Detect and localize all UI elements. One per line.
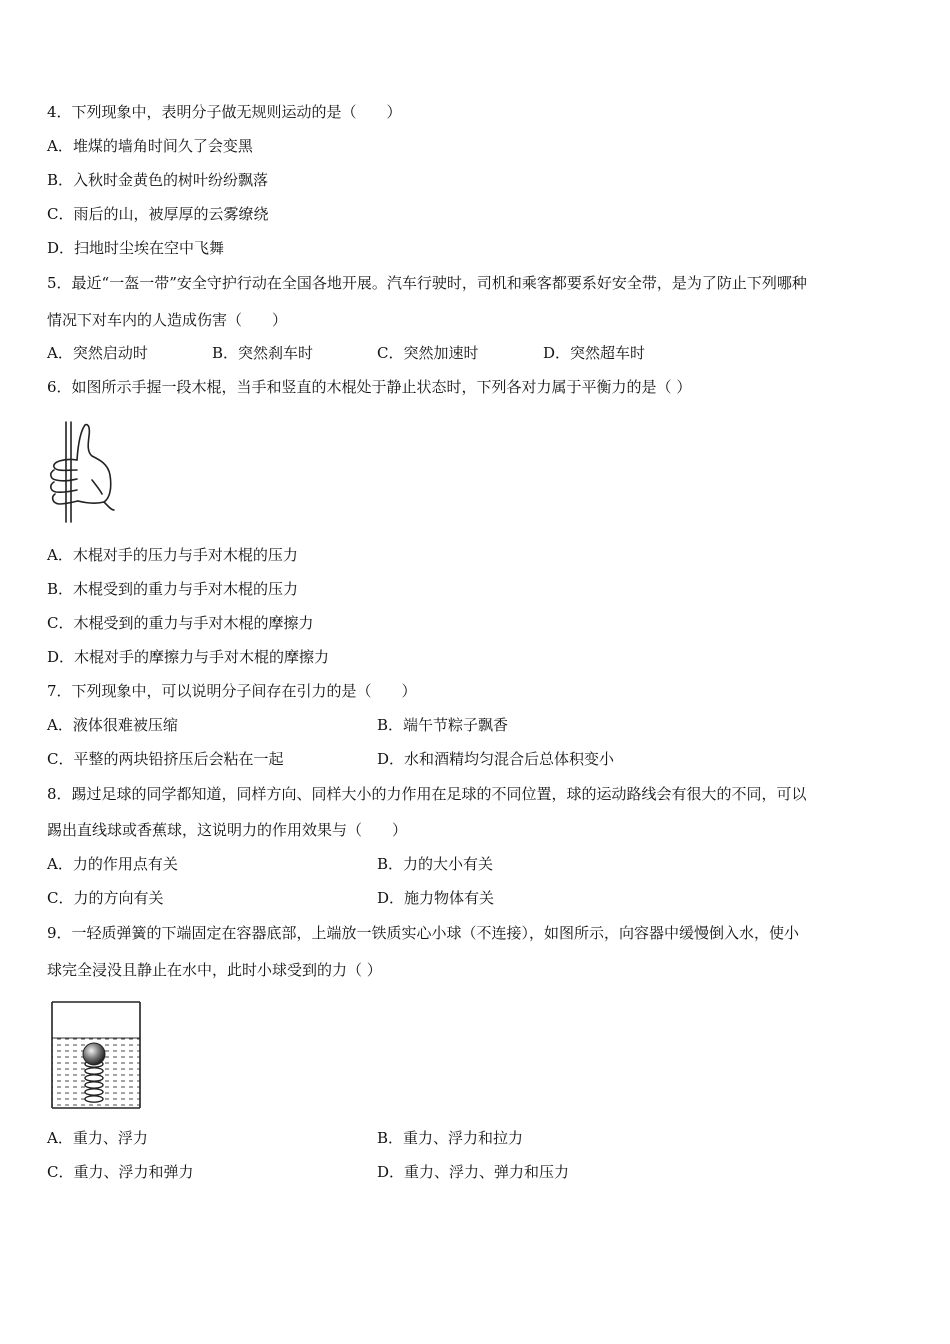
q7-option-d: D．水和酒精均匀混合后总体积变小 [377, 750, 615, 768]
q8-option-d: D．施力物体有关 [377, 889, 495, 907]
q8-stem-line1: 8．踢过足球的同学都知道，同样方向、同样大小的力作用在足球的不同位置，球的运动路线会有很大的不同，可以 [47, 785, 807, 803]
q5-stem-line2: 情况下对车内的人造成伤害（ ） [47, 311, 288, 329]
q5-option-d: D．突然超车时 [543, 344, 646, 362]
q8-option-a: A．力的作用点有关 [47, 855, 178, 873]
q7-option-a: A．液体很难被压缩 [47, 716, 178, 734]
q5-option-a: A．突然启动时 [47, 344, 148, 362]
q6-option-a: A．木棍对手的压力与手对木棍的压力 [47, 546, 298, 564]
q7-option-b: B．端午节粽子飘香 [377, 716, 509, 734]
q8-option-b: B．力的大小有关 [377, 855, 494, 873]
q9-option-b: B．重力、浮力和拉力 [377, 1129, 524, 1147]
q4-stem: 4．下列现象中，表明分子做无规则运动的是（ ） [47, 103, 402, 121]
q5-stem-line1: 5．最近“一盔一带”安全守护行动在全国各地开展。汽车行驶时，司机和乘客都要系好安全带，是为了防止下列哪种 [47, 274, 807, 292]
q6-option-c: C．木棍受到的重力与手对木棍的摩擦力 [47, 614, 314, 632]
q6-option-b: B．木棍受到的重力与手对木棍的压力 [47, 580, 299, 598]
q7-stem: 7．下列现象中，可以说明分子间存在引力的是（ ） [47, 682, 417, 700]
q8-stem-line2: 踢出直线球或香蕉球，这说明力的作用效果与（ ） [47, 821, 408, 839]
q9-option-d: D．重力、浮力、弹力和压力 [377, 1163, 570, 1181]
q6-stem: 6．如图所示手握一段木棍，当手和竖直的木棍处于静止状态时，下列各对力属于平衡力的是（ ） [47, 378, 692, 396]
q9-stem-line2: 球完全浸没且静止在水中，此时小球受到的力（ ） [47, 961, 382, 979]
q5-option-b: B．突然刹车时 [212, 344, 314, 362]
q7-option-c: C．平整的两块铅挤压后会粘在一起 [47, 750, 284, 768]
q5-option-c: C．突然加速时 [377, 344, 479, 362]
q4-option-d: D．扫地时尘埃在空中飞舞 [47, 239, 225, 257]
q4-option-b: B．入秋时金黄色的树叶纷纷飘落 [47, 171, 269, 189]
q6-option-d: D．木棍对手的摩擦力与手对木棍的摩擦力 [47, 648, 330, 666]
q9-option-c: C．重力、浮力和弹力 [47, 1163, 194, 1181]
q4-option-c: C．雨后的山，被厚厚的云雾缭绕 [47, 205, 269, 223]
q9-option-a: A．重力、浮力 [47, 1129, 148, 1147]
container-spring-ball-figure [48, 1000, 146, 1112]
q8-option-c: C．力的方向有关 [47, 889, 164, 907]
q9-stem-line1: 9．一轻质弹簧的下端固定在容器底部，上端放一铁质实心小球（不连接），如图所示，向容器中缓慢倒入水，使小 [47, 924, 800, 942]
q4-option-a: A．堆煤的墙角时间久了会变黑 [47, 137, 253, 155]
hand-gripping-stick-figure [44, 420, 118, 524]
